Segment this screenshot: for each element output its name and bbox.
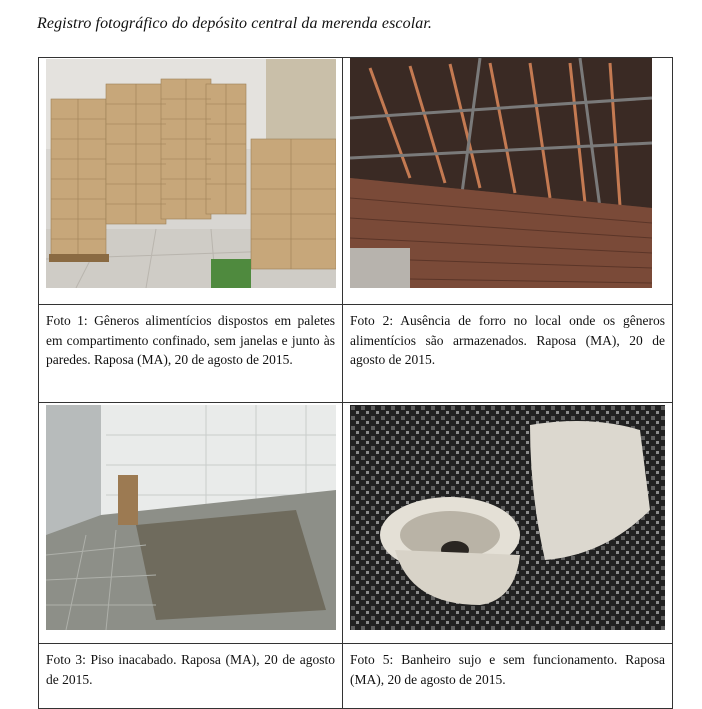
photo-cell-5 — [343, 403, 673, 644]
photo-5-toilet — [350, 405, 665, 630]
caption-cell-2 — [343, 305, 673, 403]
photo-cell-2 — [343, 58, 673, 305]
photo-2-ceiling — [350, 58, 652, 288]
caption-cell-5 — [343, 644, 673, 709]
photo-2-caption: Foto 2: Ausência de forro no local onde os gêneros alimentícios são armazenados. Raposa (MA), 20 de agosto de 2015. — [350, 313, 665, 367]
photo-3-caption: Foto 3: Piso inacabado. Raposa (MA), 20 de agosto de 2015. — [46, 652, 335, 687]
photo-cell-1 — [39, 58, 343, 305]
caption-cell-1 — [39, 305, 343, 403]
photo-table — [38, 57, 673, 709]
photo-cell-3 — [39, 403, 343, 644]
photo-1-caption: Foto 1: Gêneros alimentícios dispostos em paletes em compartimento confinado, sem janelas e junto às paredes. Raposa (MA), 20 de agosto de 2015. — [46, 313, 335, 367]
photo-5-caption: Foto 5: Banheiro sujo e sem funcionamento. Raposa (MA), 20 de agosto de 2015. — [350, 652, 665, 687]
photo-1-boxes — [46, 59, 336, 288]
photo-3-floor — [46, 405, 336, 630]
caption-cell-3 — [39, 644, 343, 709]
document-title: Registro fotográfico do depósito central da merenda escolar. — [37, 15, 432, 32]
